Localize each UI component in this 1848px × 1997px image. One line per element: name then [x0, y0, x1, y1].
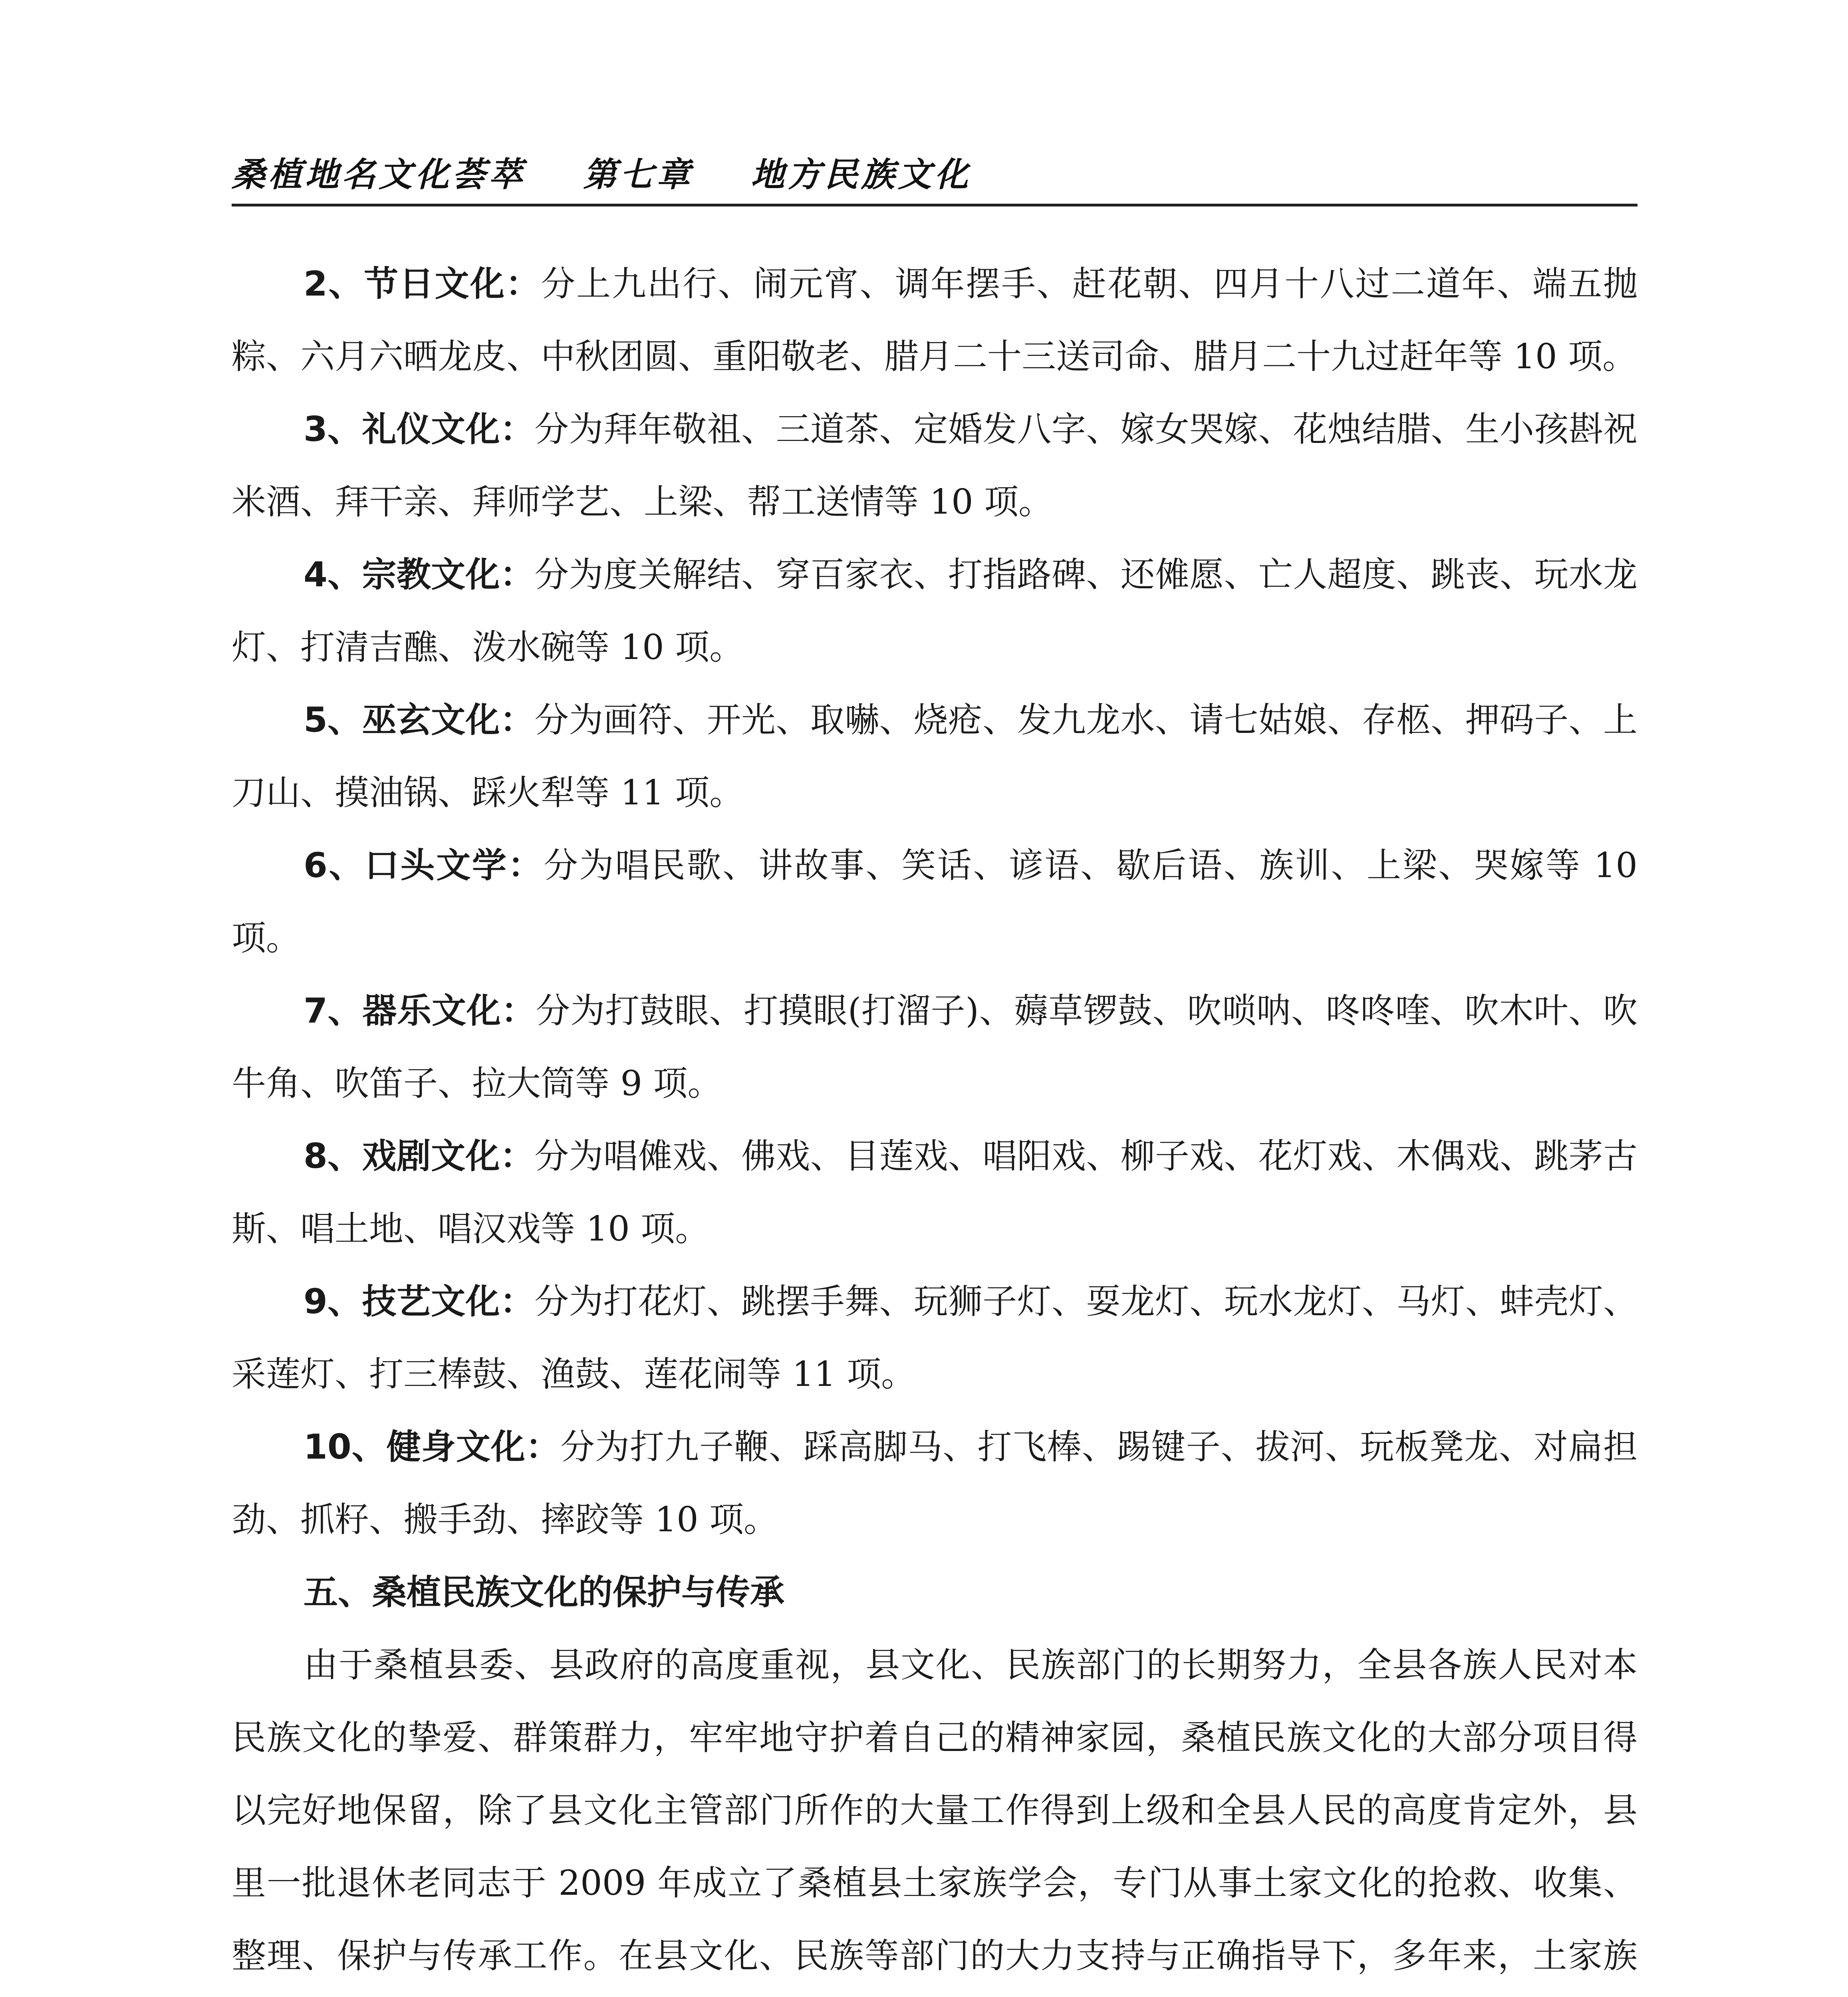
item-term: 7、器乐文化：	[304, 991, 536, 1031]
item-term: 4、宗教文化：	[304, 555, 535, 595]
item-term: 2、节日文化：	[304, 264, 541, 304]
header-chapter-title: 地方民族文化	[751, 155, 972, 194]
item-text: 分为打鼓眼、打摸眼(打溜子)、薅草锣鼓、吹唢呐、咚咚喹、吹木叶、吹牛角、吹笛子、拉大筒等 9 项。	[232, 991, 1638, 1104]
item-term: 5、巫玄文化：	[304, 700, 535, 740]
list-item	[232, 393, 1638, 538]
item-term: 8、戏剧文化：	[304, 1136, 535, 1176]
header-chapter: 第七章	[583, 155, 694, 194]
running-header	[232, 148, 1638, 208]
list-item	[232, 829, 1638, 975]
item-text: 分为拜年敬祖、三道茶、定婚发八字、嫁女哭嫁、花烛结腊、生小孩斟祝米酒、拜干亲、拜师学艺、上梁、帮工送情等 10 项。	[232, 409, 1638, 522]
section-heading: 五、桑植民族文化的保护与传承	[304, 1572, 784, 1612]
list-item	[232, 1411, 1638, 1556]
item-term: 3、礼仪文化：	[304, 409, 535, 449]
item-text: 分为画符、开光、取嚇、烧疮、发九龙水、请七姑娘、存柩、押码子、上刀山、摸油锅、踩火犁等 11 项。	[232, 700, 1638, 813]
body-paragraph: 由于桑植县委、县政府的高度重视，县文化、民族部门的长期努力，全县各族人民对本民族文化的挚爱、群策群力，牢牢地守护着自己的精神家园，桑植民族文化的大部分项目得以完好地保留，除了县文化主管部门所作的大量工作得到上级和全县人民的高度肯定外，县里一批退休老同志于 2009 年成立了桑植县土家族学会，专门从事土家文化的抢救、收集、整理、保护与传承工作。在县文化、民族等部门的大力支持与正确指导下，多年来，土家族	[232, 1645, 1638, 1976]
list-item	[232, 1120, 1638, 1265]
list-item	[232, 1265, 1638, 1411]
item-term: 10、健身文化：	[304, 1427, 560, 1467]
header-rule	[232, 204, 1638, 206]
list-item	[232, 248, 1638, 393]
list-item	[232, 538, 1638, 684]
item-term: 9、技艺文化：	[304, 1282, 535, 1322]
item-text: 分为打九子鞭、踩高脚马、打飞棒、踢键子、拔河、玩板凳龙、对扁担劲、抓籽、搬手劲、摔跤等 10 项。	[232, 1427, 1638, 1540]
item-text: 分上九出行、闹元宵、调年摆手、赶花朝、四月十八过二道年、端五抛粽、六月六晒龙皮、中秋团圆、重阳敬老、腊月二十三送司命、腊月二十九过赶年等 10 项。	[232, 264, 1638, 377]
header-book-title: 桑植地名文化荟萃	[232, 155, 526, 194]
list-item	[232, 684, 1638, 829]
item-text: 分为唱民歌、讲故事、笑话、谚语、歇后语、族训、上梁、哭嫁等 10 项。	[232, 846, 1638, 958]
item-text: 分为唱傩戏、佛戏、目莲戏、唱阳戏、柳子戏、花灯戏、木偶戏、跳茅古斯、唱土地、唱汉戏等 10 项。	[232, 1136, 1638, 1249]
item-term: 6、口头文学：	[304, 846, 544, 885]
page-body	[232, 248, 1638, 1997]
item-text: 分为打花灯、跳摆手舞、玩狮子灯、耍龙灯、玩水龙灯、马灯、蚌壳灯、采莲灯、打三棒鼓、渔鼓、莲花闹等 11 项。	[232, 1282, 1638, 1394]
list-item	[232, 975, 1638, 1120]
item-text: 分为度关解结、穿百家衣、打指路碑、还傩愿、亡人超度、跳丧、玩水龙灯、打清吉醮、泼水碗等 10 项。	[232, 555, 1638, 667]
